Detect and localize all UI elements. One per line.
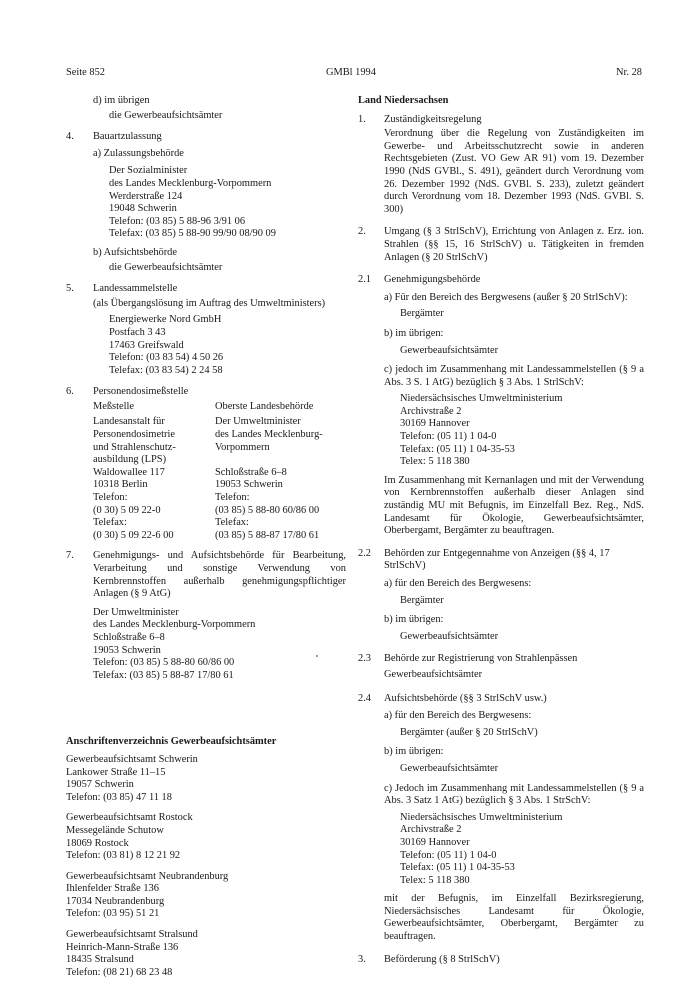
address-line: Niedersächsisches Umweltministerium [400, 811, 563, 823]
r-2-2-b [384, 614, 644, 627]
table-cell: Vorpommern [215, 441, 270, 453]
section-6 [66, 386, 346, 399]
r-section-2-2 [358, 548, 644, 573]
directory-entry [66, 871, 346, 921]
section-4-title: Bauartzulassung [93, 131, 162, 143]
table-cell: Waldowallee 117 [93, 466, 165, 478]
print-speck [316, 655, 318, 657]
address-line: Werderstraße 124 [109, 190, 183, 202]
r-section-2-3-text: Behörde zur Registrierung von Strahlenpässen [384, 653, 578, 665]
r-2-1-b-label: b) im übrigen: [384, 327, 444, 339]
section-7-address [93, 607, 346, 683]
item-d-text: die Gewerbeaufsichtsämter [109, 109, 223, 121]
address-line: Telefon: (03 85) 5 88-96 3/91 06 [109, 215, 246, 227]
address-line: des Landes Mecklenburg-Vorpommern [109, 177, 272, 189]
address-line: Postfach 3 43 [109, 326, 166, 338]
r-section-2-1-title: Genehmigungsbehörde [384, 274, 481, 286]
table-cell: Meßstelle [93, 400, 134, 412]
address-line: Gewerbeaufsichtsamt Rostock [66, 812, 193, 824]
section-4a-label: a) Zulassungsbehörde [93, 147, 184, 159]
table-cell: des Landes Mecklenburg- [215, 429, 323, 441]
table-cell: Personendosimetrie [93, 429, 175, 441]
journal-title: GMBl 1994 [326, 67, 376, 78]
address-line: 30169 Hannover [400, 836, 470, 848]
r-2-1-a-text: Bergämter [400, 308, 444, 320]
directory-entry [66, 929, 346, 979]
r-2-1-b-text: Gewerbeaufsichtsämter [400, 344, 499, 356]
r-2-1-a-label: a) Für den Bereich des Bergwesens (außer § 20 StrlSchV): [384, 291, 628, 303]
address-line: Heinrich-Mann-Straße 136 [66, 941, 179, 953]
r-section-2-2-number: 2.2 [358, 547, 371, 559]
section-5-title: Landessammelstelle [93, 283, 178, 295]
address-line: Telex: 5 118 380 [400, 874, 470, 886]
r-2-2-a [384, 578, 644, 591]
section-7-number: 7. [66, 550, 74, 562]
address-line: Telefax: (03 83 54) 2 24 58 [109, 364, 223, 376]
table-cell: (03 85) 5 88-80 60/86 00 [215, 504, 320, 516]
r-2-1-c-label: c) jedoch im Zusammenhang mit Landessammelstellen (§ 9 a Abs. 3 S. 1 AtG) bezüglich § 3 Abs. 1 StrlSchV: [384, 364, 644, 388]
address-line: 17463 Greifswald [109, 339, 184, 351]
table-cell: Telefax: [93, 517, 127, 529]
section-4b-text: die Gewerbeaufsichtsämter [109, 261, 223, 273]
address-line: 18069 Rostock [66, 837, 129, 849]
r-2-4-a-text: Bergämter (außer § 20 StrlSchV) [400, 726, 538, 738]
section-5-number: 5. [66, 283, 74, 295]
address-line: Telex: 5 118 380 [400, 456, 470, 468]
r-section-2-4-text: Aufsichtsbehörde (§§ 3 StrlSchV usw.) [384, 692, 547, 704]
r-2-4-c-address [400, 812, 644, 888]
r-2-4-c [384, 783, 644, 808]
address-line: Lankower Straße 11–15 [66, 766, 166, 778]
address-line: 19053 Schwerin [93, 644, 161, 656]
table-cell: Oberste Landesbehörde [215, 400, 314, 412]
address-line: des Landes Mecklenburg-Vorpommern [93, 619, 256, 631]
item-d-label: d) im übrigen [93, 95, 150, 106]
address-line: Telefax: (05 11) 1 04-35-53 [400, 862, 515, 874]
r-section-2-4 [358, 693, 644, 706]
r-2-1-b [384, 328, 644, 341]
table-cell [215, 454, 345, 467]
address-line: Der Umweltminister [93, 606, 179, 618]
r-2-4-b [384, 746, 644, 759]
address-line: Energiewerke Nord GmbH [109, 314, 222, 326]
r-section-2 [358, 226, 644, 264]
address-line: Archivstraße 2 [400, 824, 462, 836]
r-2-4-a [384, 710, 644, 723]
address-line: Telefon: (03 85) 5 88-80 60/86 00 [93, 657, 235, 669]
address-line: Telefax: (03 85) 5 88-87 17/80 61 [93, 669, 234, 681]
address-line: 17034 Neubrandenburg [66, 895, 165, 907]
section-4 [66, 131, 346, 144]
table-cell: Landesanstalt für [93, 416, 165, 428]
r-2-4-note: mit der Befugnis, im Einzelfall Bezirksregierung, Niedersächsisches Landesamt für Ökologie, Gewerbeaufsichtsämter, Oberbergamt, Bergämter zu beauftragen. [384, 893, 644, 943]
address-line: Telefon: (08 21) 68 23 48 [66, 966, 173, 978]
address-line: Telefax: (03 85) 5 88-90 99/90 08/90 09 [109, 228, 276, 240]
table-cell: Telefax: [215, 517, 249, 529]
address-line: Der Sozialminister [109, 165, 188, 177]
r-section-1-text: Verordnung über die Regelung von Zuständigkeiten im Gewerbe- und Arbeitsschutzrecht sowie in anderen Rechtsgebieten (Zust. VO Gew AR 91) vom 19. Dezember 1990 (NdS GVBl., S. 491), geändert durch Verordnung vom 26. Dezember 1992 (NdS. GVBl. S. 233), zuletzt geändert durch Verordnung vom 18. Dezember 1993 (NdS. GVBl. S. 300) [384, 128, 644, 215]
r-2-4-b-label: b) im übrigen: [384, 746, 444, 758]
r-section-2-1 [358, 274, 644, 287]
table-cell: 19053 Schwerin [215, 479, 283, 491]
address-line: Telefon: (05 11) 1 04-0 [400, 431, 497, 443]
r-2-1-c-address [400, 393, 644, 469]
section-7 [66, 550, 346, 600]
address-line: 19057 Schwerin [66, 779, 134, 791]
table-cell: (0 30) 5 09 22-0 [93, 504, 161, 516]
left-column [66, 95, 346, 987]
r-2-3-value: Gewerbeaufsichtsämter [384, 668, 483, 680]
r-section-2-2-text: Behörden zur Entgegennahme von Anzeigen (§§ 4, 17 StrlSchV) [384, 547, 610, 572]
r-section-3 [358, 954, 644, 967]
section-6-table [93, 401, 346, 543]
address-line: Gewerbeaufsichtsamt Neubrandenburg [66, 870, 229, 882]
r-2-1-a [384, 292, 644, 305]
r-2-4-b-text: Gewerbeaufsichtsämter [400, 762, 499, 774]
r-2-4-c-label: c) Jedoch im Zusammenhang mit Landessammelstellen (§ 9 a Abs. 3 Satz 1 AtG) bezüglich § 3 Abs. 1 StrSchV: [384, 782, 644, 807]
section-4a-address [109, 165, 346, 241]
directory-entry [66, 754, 346, 804]
address-line: Gewerbeaufsichtsamt Stralsund [66, 929, 198, 941]
page-number: Seite 852 [66, 67, 105, 78]
section-5-address [109, 314, 346, 377]
section-4a [93, 148, 346, 161]
r-2-1-note: Im Zusammenhang mit Kernanlagen und mit der Verwendung von Kernbrennstoffen außerhalb dieser Anlagen sind zuständig MU mit Befugnis, im Einzelfall Bez. Reg., NdS. Landesamt für Ökologie, Gewerbeaufsichtsämter, Oberbergamt, Bergämter zu beauftragen. [384, 474, 644, 537]
r-section-2-1-number: 2.1 [358, 274, 371, 286]
r-2-1-c [384, 364, 644, 389]
table-cell: Schloßstraße 6–8 [215, 466, 287, 478]
address-line: 18435 Stralsund [66, 954, 134, 966]
address-line: Telefon: (03 81) 8 12 21 92 [66, 850, 181, 862]
r-2-2-a-text: Bergämter [400, 594, 444, 606]
r-section-2-3 [358, 653, 644, 666]
directory-entry [66, 812, 346, 862]
r-2-2-b-text: Gewerbeaufsichtsämter [400, 630, 499, 642]
section-5 [66, 283, 346, 296]
page-header [0, 67, 700, 81]
directory-title: Anschriftenverzeichnis Gewerbeaufsichtsämter [66, 736, 277, 748]
section-4b-label: b) Aufsichtsbehörde [93, 246, 177, 258]
address-line: Messegelände Schutow [66, 824, 164, 836]
r-section-1-title: Zuständigkeitsregelung [384, 113, 482, 125]
r-2-2-a-label: a) für den Bereich des Bergwesens: [384, 578, 532, 589]
issue-number: Nr. 28 [616, 67, 642, 78]
address-line: Schloßstraße 6–8 [93, 631, 165, 643]
section-4b [93, 247, 346, 260]
r-section-1-number: 1. [358, 113, 366, 125]
r-section-2-text: Umgang (§ 3 StrlSchV), Errichtung von Anlagen z. Erz. ion. Strahlen (§§ 15, 16 StrlSchV) u. Tätigkeiten in fremden Anlagen (§ 20 StrlSchV) [384, 226, 644, 263]
address-line: Gewerbeaufsichtsamt Schwerin [66, 753, 198, 765]
section-6-number: 6. [66, 386, 74, 398]
address-line: Archivstraße 2 [400, 405, 462, 417]
right-column [358, 95, 644, 972]
section-6-title: Personendosimeßstelle [93, 386, 189, 398]
r-section-3-text: Beförderung (§ 8 StrlSchV) [384, 953, 500, 965]
table-cell: 10318 Berlin [93, 479, 148, 491]
table-cell: (0 30) 5 09 22-6 00 [93, 529, 174, 541]
r-section-2-number: 2. [358, 226, 366, 238]
address-line: Telefon: (03 83 54) 4 50 26 [109, 352, 224, 364]
section-title-niedersachsen: Land Niedersachsen [358, 95, 449, 106]
table-cell: und Strahlenschutz- [93, 441, 176, 453]
r-section-2-3-number: 2.3 [358, 653, 371, 665]
address-line: Ihlenfelder Straße 136 [66, 883, 159, 895]
r-section-1 [358, 114, 644, 127]
table-cell: Der Umweltminister [215, 416, 301, 428]
address-line: 19048 Schwerin [109, 203, 177, 215]
r-2-2-b-label: b) im übrigen: [384, 614, 444, 626]
address-line: Telefax: (05 11) 1 04-35-53 [400, 443, 515, 455]
section-5-note: (als Übergangslösung im Auftrag des Umweltministers) [93, 297, 326, 309]
section-7-text: Genehmigungs- und Aufsichtsbehörde für Bearbeitung, Verarbeitung und sonstige Verwendung von Kernbrennstoffen außerhalb genehmigungspflichtiger Anlagen (§ 9 AtG) [93, 550, 346, 600]
table-cell: ausbildung (LPS) [93, 454, 167, 466]
table-cell: (03 85) 5 88-87 17/80 61 [215, 529, 320, 541]
item-d [93, 95, 346, 108]
table-cell: Telefon: [215, 492, 250, 504]
r-section-2-4-number: 2.4 [358, 692, 371, 704]
address-line: Niedersächsisches Umweltministerium [400, 393, 563, 405]
address-line: Telefon: (05 11) 1 04-0 [400, 849, 497, 861]
r-section-3-number: 3. [358, 953, 366, 965]
r-2-4-a-label: a) für den Bereich des Bergwesens: [384, 710, 532, 722]
address-line: 30169 Hannover [400, 418, 470, 430]
section-4-number: 4. [66, 131, 74, 143]
address-line: Telefon: (03 85) 47 11 18 [66, 791, 172, 803]
table-cell: Telefon: [93, 492, 128, 504]
address-line: Telefon: (03 95) 51 21 [66, 908, 160, 920]
